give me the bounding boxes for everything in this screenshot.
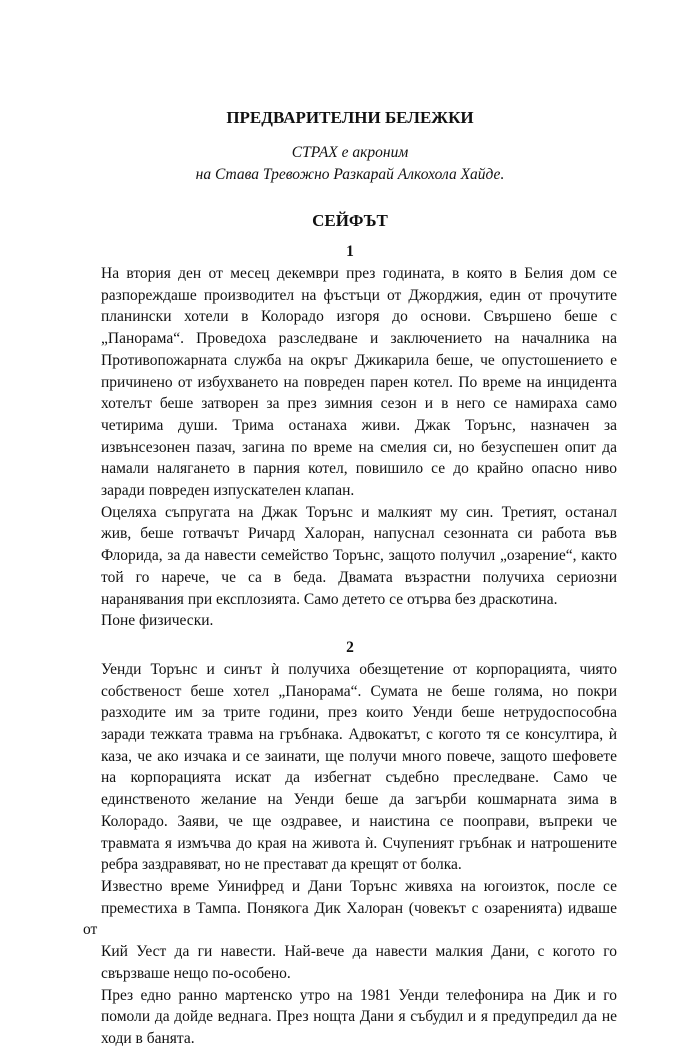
body-paragraph	[83, 263, 617, 502]
text-line: Оцеляха съпругата на Джак Торънс и малкият му син. Третият, останал	[101, 503, 617, 521]
text-line: преместиха в Тампа. Понякога Дик Халоран (човекът с озаренията) идваше от	[83, 899, 617, 939]
text-line: заради тежката травма на гръбнака. Адвокатът, с когото тя се консултира, ѝ	[101, 726, 617, 744]
text-line: намали налягането в парния котел, повишило се до крайно опасно ниво	[101, 460, 617, 478]
document-page	[83, 103, 617, 1050]
text-line: причинено от избухването на повреден парен котел. По време на инцидента	[101, 373, 617, 391]
text-line: разходите им за трите години, през които Уенди беше нетрудоспособна	[101, 704, 617, 722]
text-line: каза, че ако изчака и се заинати, ще получи много повече, защото шефовете	[101, 747, 617, 765]
section-number: 2	[346, 638, 354, 656]
document-title: ПРЕДВАРИТЕЛНИ БЕЛЕЖКИ	[226, 108, 474, 127]
text-line: на корпорацията искат да избегнат съдебно преследване. Само че	[101, 769, 617, 787]
body-paragraph	[83, 502, 617, 611]
text-line: наранявания при експлозията. Само детето се отърва без драскотина.	[101, 590, 558, 608]
text-line: Противопожарната служба на окръг Джикарила беше, че опустошението е	[101, 351, 617, 369]
text-line: Колорадо. Заяви, че ще оздравее, и наистина се пооправи, въпреки че	[101, 812, 617, 830]
text-line: травмата я измъчва до края на живота ѝ. Счупеният гръбнак и натрошените	[101, 834, 617, 852]
text-line: собственост беше хотел „Панорама“. Сумата не беше голяма, но покри	[101, 682, 617, 700]
chapter-body	[83, 241, 617, 1050]
text-line: свързваше нещо по-особено.	[101, 964, 291, 982]
section-number: 1	[346, 243, 354, 260]
text-line: През едно ранно мартенско утро на 1981 Уенди телефонира на Дик и го	[101, 986, 617, 1004]
text-line: ребра заздравяват, но не престават да крещят от болка.	[101, 856, 462, 874]
body-paragraph	[83, 876, 617, 985]
epigraph-line-1: СТРАХ е акроним	[291, 144, 409, 161]
text-line: разпореждаше производител на фъстъци от Джорджия, един от прочутите	[101, 286, 617, 304]
text-line: заради повреден изпускателен клапан.	[101, 482, 355, 500]
text-line: Уенди Торънс и синът ѝ получиха обезщетение от корпорацията, чиято	[101, 660, 617, 678]
text-line: „Панорама“. Проведоха разследване и заключението на началника на	[101, 330, 617, 348]
text-line: На втория ден от месец декември през годината, в която в Белия дом се	[101, 265, 617, 282]
text-line: Кий Уест да ги навести. Най-вече да навести малкия Дани, с когото го	[101, 943, 617, 961]
text-line: извънсезонен пазач, загина по време на смелия си, но безуспешен опит да	[101, 438, 617, 456]
text-line: единственото желание на Уенди беше да загърби кошмарната зима в	[101, 791, 617, 809]
chapter-title: СЕЙФЪТ	[312, 211, 388, 230]
text-line: помоли да дойде веднага. През нощта Дани я събудил и я предупредил да не	[101, 1008, 617, 1026]
text-line: той го нарече, че са в беда. Двамата възрастни получиха сериозни	[101, 568, 617, 586]
body-paragraph	[83, 610, 617, 632]
body-paragraph	[83, 659, 617, 876]
text-line: жив, беше готвачът Ричард Халоран, напуснал сезонната си работа във	[101, 525, 617, 543]
epigraph-line-2: на Става Тревожно Разкарай Алкохола Хайде.	[195, 166, 505, 183]
text-line: Поне физически.	[101, 612, 214, 630]
text-line: планински хотели в Колорадо изгоря до основи. Свършено беше с	[101, 308, 617, 326]
body-paragraph	[83, 985, 617, 1050]
text-line: четирима души. Трима останаха живи. Джак Торънс, назначен за	[101, 416, 617, 434]
text-line: Известно време Уинифред и Дани Торънс живяха на югоизток, после се	[101, 877, 617, 895]
text-line: Флорида, за да навести семейство Торънс, защото получил „озарение“, както	[101, 547, 617, 565]
text-line: ходи в банята.	[101, 1029, 195, 1047]
text-line: хотелът беше затворен за през зимния сезон и в него се намираха само	[101, 395, 617, 413]
epigraph	[83, 142, 617, 186]
